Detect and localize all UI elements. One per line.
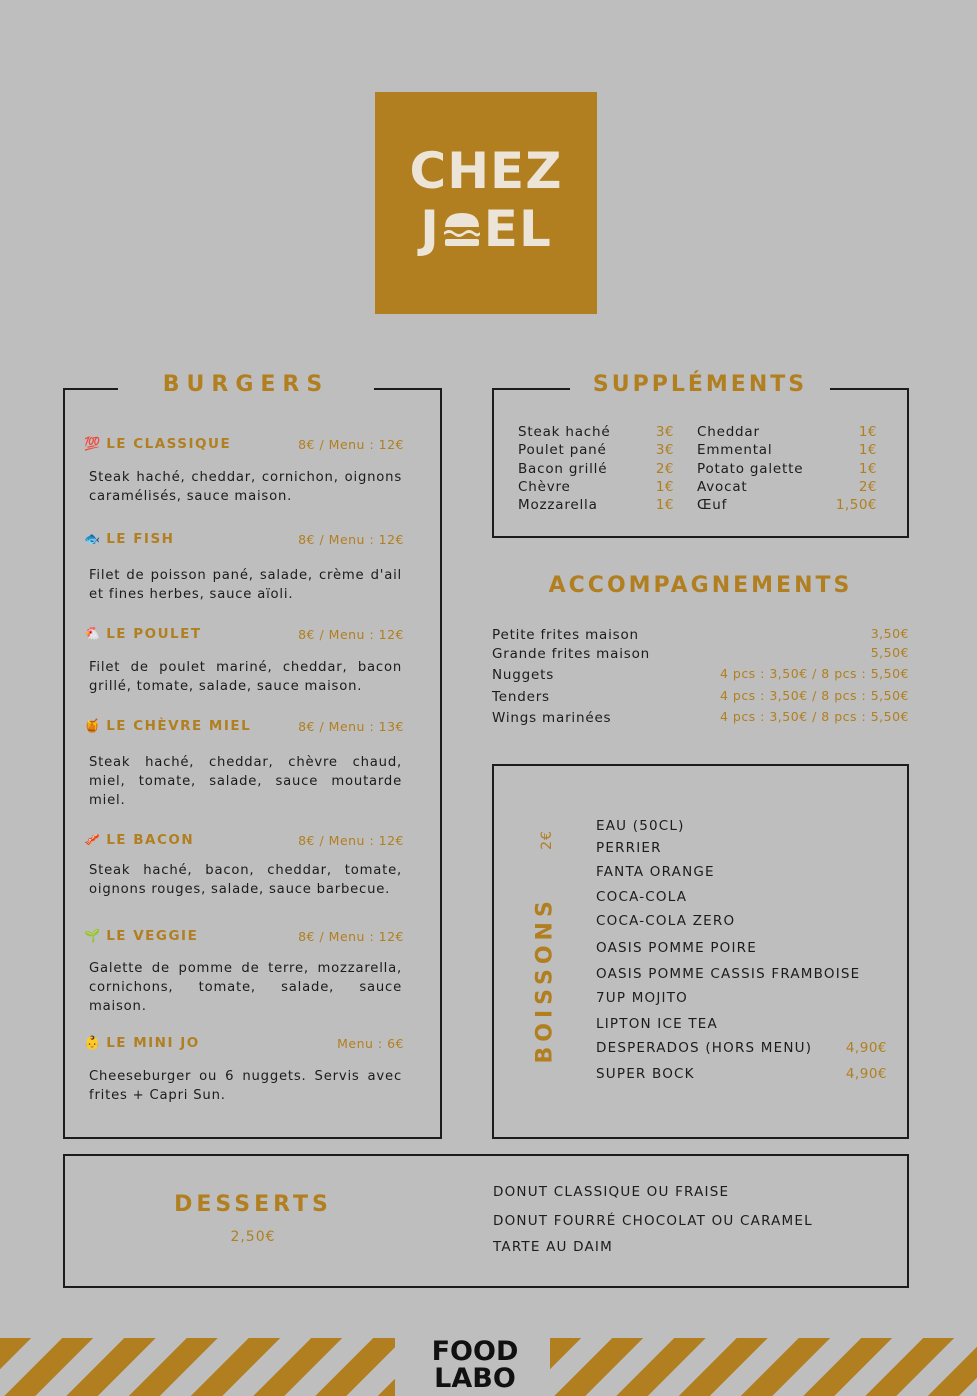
dessert-item: DONUT CLASSIQUE OU FRAISE <box>493 1184 730 1200</box>
burger-description: Steak haché, cheddar, chèvre chaud, miel, tomate, salade, sauce moutarde miel. <box>89 755 402 808</box>
food-labo-logo <box>420 1338 530 1392</box>
burger-description: Filet de poulet mariné, cheddar, bacon grillé, tomate, salade, sauce maison. <box>89 660 402 694</box>
supplement-name: Bacon grillé <box>518 460 608 477</box>
accompagnement-name: Petite frites maison <box>492 627 639 643</box>
burger-name-label: LE CHÈVRE MIEL <box>106 718 252 734</box>
accompagnement-price: 4 pcs : 3,50€ / 8 pcs : 5,50€ <box>719 666 909 681</box>
burger-name <box>84 832 194 848</box>
boissons-title: BOISSONS <box>532 896 558 1064</box>
burger-price: 8€ / Menu : 12€ <box>298 437 404 452</box>
supplement-name: Chèvre <box>518 478 571 495</box>
chez-joel-logo <box>375 92 597 314</box>
drink-item: OASIS POMME POIRE <box>596 940 757 956</box>
burger-name <box>84 718 251 734</box>
boissons-price: 2€ <box>539 830 555 850</box>
burger-emoji-icon: 🍯 <box>84 719 101 734</box>
burger-name <box>84 626 202 642</box>
dessert-item: TARTE AU DAIM <box>493 1239 613 1255</box>
dessert-item: DONUT FOURRÉ CHOCOLAT OU CARAMEL <box>493 1213 813 1229</box>
burger-price: 8€ / Menu : 12€ <box>298 532 404 547</box>
supplement-price: 3€ <box>655 424 674 440</box>
burger-name <box>84 531 174 547</box>
footer-stripes-right <box>550 1338 977 1396</box>
accompagnement-name: Grande frites maison <box>492 646 651 662</box>
burger-name-label: LE MINI JO <box>106 1035 200 1051</box>
supplement-name: Poulet pané <box>518 442 607 459</box>
accompagnement-price: 5,50€ <box>870 645 909 660</box>
burger-emoji-icon: 💯 <box>84 437 101 452</box>
burgers-title: BURGERS <box>118 372 374 397</box>
supplement-price: 1€ <box>858 460 877 477</box>
accompagnement-price: 4 pcs : 3,50€ / 8 pcs : 5,50€ <box>719 709 909 724</box>
drink-item: OASIS POMME CASSIS FRAMBOISE <box>596 966 861 982</box>
supplement-price: 1€ <box>655 478 674 495</box>
supplement-price: 3€ <box>655 442 674 459</box>
burger-description: Cheeseburger ou 6 nuggets. Servis avec frites + Capri Sun. <box>89 1069 402 1103</box>
drink-item: COCA-COLA ZERO <box>596 913 736 929</box>
burger-description: Filet de poisson pané, salade, crème d'ail et fines herbes, sauce aïoli. <box>89 568 402 602</box>
logo-line2-left: J <box>420 200 440 258</box>
desserts-title: DESSERTS <box>174 1192 332 1217</box>
supplement-name: Potato galette <box>697 460 804 477</box>
burger-emoji-icon: 🐔 <box>84 627 101 642</box>
burger-name <box>84 436 231 452</box>
burger-name <box>84 1035 200 1051</box>
burger-price: Menu : 6€ <box>337 1036 404 1051</box>
burger-price: 8€ / Menu : 12€ <box>298 929 404 944</box>
desserts-price: 2,50€ <box>230 1229 276 1245</box>
burger-emoji-icon: 👶 <box>84 1036 101 1051</box>
burger-name-label: LE VEGGIE <box>106 928 199 944</box>
supplement-name: Avocat <box>697 478 748 495</box>
logo-line2 <box>375 200 597 258</box>
supplement-name: Mozzarella <box>518 497 598 514</box>
accompagnements-title: ACCOMPAGNEMENTS <box>548 573 853 598</box>
food-labo-line1: FOOD <box>431 1336 519 1367</box>
burger-price: 8€ / Menu : 12€ <box>298 833 404 848</box>
burger-name-label: LE FISH <box>106 531 175 547</box>
drink-item: COCA-COLA <box>596 889 688 905</box>
burger-description: Steak haché, cheddar, cornichon, oignons caramélisés, sauce maison. <box>89 470 402 504</box>
burger-name <box>84 928 198 944</box>
burger-description: Galette de pomme de terre, mozzarella, cornichons, tomate, salade, sauce maison. <box>89 961 402 1014</box>
supplement-name: Steak haché <box>518 424 611 440</box>
drink-item: 7UP MOJITO <box>596 990 689 1006</box>
footer-stripes-left <box>0 1338 395 1396</box>
accompagnement-price: 4 pcs : 3,50€ / 8 pcs : 5,50€ <box>719 688 909 703</box>
supplement-name: Œuf <box>697 497 728 514</box>
drink-item: DESPERADOS (HORS MENU) <box>596 1040 813 1056</box>
drink-price: 4,90€ <box>845 1040 887 1056</box>
drink-item: EAU (50CL) <box>596 818 685 834</box>
supplement-price: 2€ <box>655 460 674 477</box>
burger-emoji-icon: 🥓 <box>84 833 101 848</box>
burger-price: 8€ / Menu : 13€ <box>298 719 404 734</box>
accompagnement-name: Nuggets <box>492 667 555 683</box>
supplement-name: Emmental <box>697 442 773 459</box>
drink-item: LIPTON ICE TEA <box>596 1016 718 1032</box>
food-labo-line2: LABO <box>434 1363 516 1394</box>
accompagnement-price: 3,50€ <box>870 626 909 641</box>
supplement-price: 1€ <box>655 497 674 514</box>
supplement-price: 2€ <box>858 478 877 495</box>
burger-emoji-icon: 🐟 <box>84 532 101 547</box>
drink-price: 4,90€ <box>845 1066 887 1082</box>
supplement-price: 1€ <box>858 424 877 440</box>
burger-name-label: LE POULET <box>106 626 202 642</box>
burger-name-label: LE CLASSIQUE <box>106 436 232 452</box>
supplement-price: 1€ <box>858 442 877 459</box>
logo-line1: CHEZ <box>409 142 563 200</box>
burger-name-label: LE BACON <box>106 832 195 848</box>
accompagnement-name: Tenders <box>492 689 550 705</box>
burger-price: 8€ / Menu : 12€ <box>298 627 404 642</box>
drink-item: PERRIER <box>596 840 662 856</box>
drink-item: FANTA ORANGE <box>596 864 715 880</box>
burger-description: Steak haché, bacon, cheddar, tomate, oignons rouges, salade, sauce barbecue. <box>89 863 402 897</box>
drink-item: SUPER BOCK <box>596 1066 695 1082</box>
supplement-price: 1,50€ <box>835 497 877 514</box>
supplement-name: Cheddar <box>697 424 760 440</box>
accompagnement-name: Wings marinées <box>492 710 612 726</box>
burger-icon <box>441 210 483 248</box>
supplements-title: SUPPLÉMENTS <box>570 372 830 397</box>
logo-line2-right: EL <box>483 200 552 258</box>
burger-emoji-icon: 🌱 <box>84 929 101 944</box>
